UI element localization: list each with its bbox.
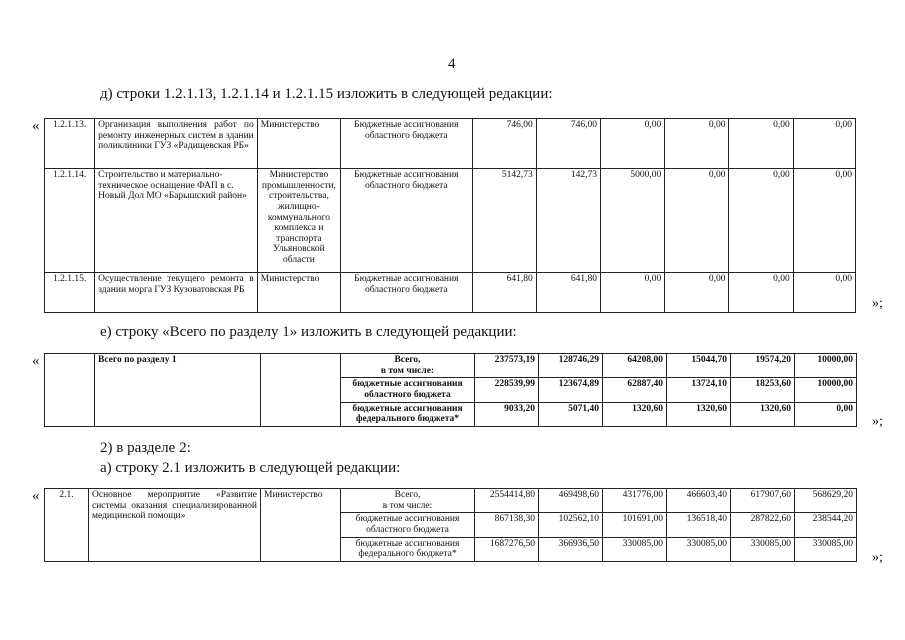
value-cell: 64208,00 xyxy=(603,354,667,378)
value-cell: 228539,99 xyxy=(475,378,539,402)
value-cell: 1320,60 xyxy=(603,402,667,426)
row-source: Всего, в том числе: xyxy=(341,489,475,513)
row-source: бюджетные ассигнования федерального бюджета* xyxy=(341,402,475,426)
table-row xyxy=(45,273,856,313)
value-cell: 641,80 xyxy=(536,273,600,313)
row-executor: Министерство xyxy=(257,119,340,169)
close-mark-2: »; xyxy=(872,550,883,565)
value-cell: 142,73 xyxy=(536,169,600,273)
table-row xyxy=(45,119,856,169)
value-cell: 5142,73 xyxy=(472,169,536,273)
row-name: Осуществление текущего ремонта в здании морга ГУЗ Кузоватовская РБ xyxy=(95,273,258,313)
value-cell: 1320,60 xyxy=(667,402,731,426)
value-cell: 238544,20 xyxy=(795,513,857,537)
row-source: бюджетные ассигнования областного бюджета xyxy=(341,513,475,537)
value-cell: 2554414,80 xyxy=(475,489,539,513)
value-cell: 466603,40 xyxy=(667,489,731,513)
close-mark-e: »; xyxy=(872,414,883,429)
row-code: 1.2.1.15. xyxy=(45,273,95,313)
value-cell: 0,00 xyxy=(665,169,729,273)
value-cell: 0,00 xyxy=(793,273,855,313)
value-cell: 431776,00 xyxy=(603,489,667,513)
row-code: 1.2.1.13. xyxy=(45,119,95,169)
value-cell: 330085,00 xyxy=(667,537,731,561)
value-cell: 568629,20 xyxy=(795,489,857,513)
value-cell: 62887,40 xyxy=(603,378,667,402)
value-cell: 287822,60 xyxy=(731,513,795,537)
value-cell: 101691,00 xyxy=(603,513,667,537)
close-mark-d: »; xyxy=(872,296,883,311)
section-e-heading: е) строку «Всего по разделу 1» изложить в следующей редакции: xyxy=(100,324,517,340)
value-cell: 366936,50 xyxy=(539,537,603,561)
value-cell: 18253,60 xyxy=(731,378,795,402)
value-cell: 128746,29 xyxy=(539,354,603,378)
value-cell: 237573,19 xyxy=(475,354,539,378)
value-cell: 469498,60 xyxy=(539,489,603,513)
value-cell: 1320,60 xyxy=(731,402,795,426)
table-section-2 xyxy=(44,488,857,562)
row-executor: Министерство xyxy=(261,489,341,562)
value-cell: 9033,20 xyxy=(475,402,539,426)
row-executor: Министерство xyxy=(257,273,340,313)
value-cell: 13724,10 xyxy=(667,378,731,402)
value-cell: 0,00 xyxy=(729,119,793,169)
row-code: 1.2.1.14. xyxy=(45,169,95,273)
table-section-d xyxy=(44,118,856,313)
value-cell: 10000,00 xyxy=(795,354,857,378)
open-quote-e: « xyxy=(32,353,40,369)
section-d-heading: д) строки 1.2.1.13, 1.2.1.14 и 1.2.1.15 изложить в следующей редакции: xyxy=(100,86,553,102)
row-source: бюджетные ассигнования областного бюджета xyxy=(341,378,475,402)
row-name: Организация выполнения работ по ремонту инженерных систем в здании поликлиники ГУЗ «Радищевская РБ» xyxy=(95,119,258,169)
row-source: бюджетные ассигнования федерального бюджета* xyxy=(341,537,475,561)
row-source: Всего, в том числе: xyxy=(341,354,475,378)
value-cell: 617907,60 xyxy=(731,489,795,513)
row-name: Основное мероприятие «Развитие системы оказания специализированной медицинской помощи» xyxy=(89,489,261,562)
value-cell: 102562,10 xyxy=(539,513,603,537)
value-cell: 746,00 xyxy=(472,119,536,169)
table-row xyxy=(45,169,856,273)
value-cell: 1687276,50 xyxy=(475,537,539,561)
value-cell: 0,00 xyxy=(793,169,855,273)
row-source: Бюджетные ассигнования областного бюджета xyxy=(341,169,472,273)
value-cell: 330085,00 xyxy=(731,537,795,561)
row-source: Бюджетные ассигнования областного бюджета xyxy=(341,273,472,313)
empty-code-cell xyxy=(45,354,95,427)
value-cell: 0,00 xyxy=(729,273,793,313)
table-section-e xyxy=(44,353,857,427)
open-quote-2: « xyxy=(32,488,40,504)
empty-executor-cell xyxy=(261,354,341,427)
value-cell: 5000,00 xyxy=(601,169,665,273)
open-quote-d: « xyxy=(32,118,40,134)
value-cell: 0,00 xyxy=(793,119,855,169)
value-cell: 19574,20 xyxy=(731,354,795,378)
value-cell: 746,00 xyxy=(536,119,600,169)
total-title: Всего по разделу 1 xyxy=(95,354,261,427)
value-cell: 0,00 xyxy=(665,273,729,313)
value-cell: 330085,00 xyxy=(603,537,667,561)
row-name: Строительство и материально-техническое оснащение ФАП в с. Новый Дол МО «Барышский район» xyxy=(95,169,258,273)
table-row xyxy=(45,354,857,378)
section-2a-heading: а) строку 2.1 изложить в следующей редакции: xyxy=(100,460,401,476)
row-source: Бюджетные ассигнования областного бюджета xyxy=(341,119,472,169)
table-row xyxy=(45,489,857,513)
page-number: 4 xyxy=(448,56,456,72)
value-cell: 15044,70 xyxy=(667,354,731,378)
value-cell: 0,00 xyxy=(665,119,729,169)
value-cell: 641,80 xyxy=(472,273,536,313)
value-cell: 5071,40 xyxy=(539,402,603,426)
value-cell: 0,00 xyxy=(729,169,793,273)
value-cell: 10000,00 xyxy=(795,378,857,402)
value-cell: 0,00 xyxy=(601,273,665,313)
value-cell: 136518,40 xyxy=(667,513,731,537)
row-executor: Министерство промышленности, строительства, жилищно-коммунального комплекса и транспорта Ульяновской области xyxy=(257,169,340,273)
value-cell: 330085,00 xyxy=(795,537,857,561)
value-cell: 0,00 xyxy=(795,402,857,426)
value-cell: 0,00 xyxy=(601,119,665,169)
value-cell: 867138,30 xyxy=(475,513,539,537)
row-code: 2.1. xyxy=(45,489,89,562)
value-cell: 123674,89 xyxy=(539,378,603,402)
section-2-heading: 2) в разделе 2: xyxy=(100,440,191,456)
